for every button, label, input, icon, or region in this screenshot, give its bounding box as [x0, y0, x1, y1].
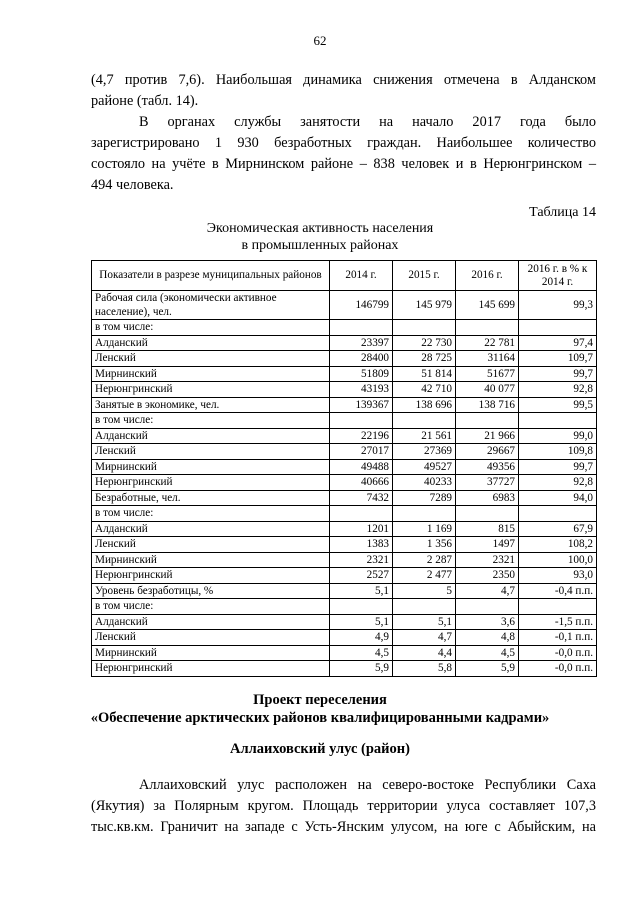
value-cell: 138 716 [456, 397, 519, 413]
value-cell: 2350 [456, 568, 519, 584]
value-cell: 4,9 [330, 630, 393, 646]
value-cell: 97,4 [519, 335, 597, 351]
value-cell: 99,3 [519, 291, 597, 320]
table-row [92, 614, 597, 630]
value-cell: 5,1 [330, 614, 393, 630]
table-row [92, 351, 597, 367]
value-cell: 23397 [330, 335, 393, 351]
indicator-cell: Ленский [92, 537, 330, 553]
table-row [92, 413, 597, 429]
table-row [92, 645, 597, 661]
indicator-cell: Алданский [92, 428, 330, 444]
value-cell: -1,5 п.п. [519, 614, 597, 630]
value-cell: 108,2 [519, 537, 597, 553]
indicator-cell: Мирнинский [92, 366, 330, 382]
value-cell: 22196 [330, 428, 393, 444]
value-cell: 92,8 [519, 382, 597, 398]
table-header-cell: 2014 г. [330, 261, 393, 291]
table-row [92, 428, 597, 444]
value-cell: 2321 [456, 552, 519, 568]
value-cell [330, 599, 393, 615]
value-cell: 1201 [330, 521, 393, 537]
value-cell: 31164 [456, 351, 519, 367]
value-cell: 22 730 [393, 335, 456, 351]
value-cell [519, 413, 597, 429]
value-cell: 139367 [330, 397, 393, 413]
value-cell: 5,1 [330, 583, 393, 599]
indicator-cell: Ленский [92, 630, 330, 646]
indicator-cell: Алданский [92, 614, 330, 630]
value-cell: 1 356 [393, 537, 456, 553]
value-cell: 49527 [393, 459, 456, 475]
value-cell: 37727 [456, 475, 519, 491]
value-cell: 28400 [330, 351, 393, 367]
indicator-cell: Ленский [92, 444, 330, 460]
indicator-cell: Мирнинский [92, 459, 330, 475]
value-cell: 27369 [393, 444, 456, 460]
value-cell: 67,9 [519, 521, 597, 537]
value-cell: 2 287 [393, 552, 456, 568]
indicator-cell: в том числе: [92, 599, 330, 615]
intro-line: состояло на учёте в Мирнинском районе – 838 человек и в Нерюнгринском – [91, 156, 596, 172]
value-cell: 7289 [393, 490, 456, 506]
value-cell: 27017 [330, 444, 393, 460]
intro-line: В органах службы занятости на начало 2017 года было [139, 114, 596, 130]
value-cell: 99,7 [519, 459, 597, 475]
value-cell: 2527 [330, 568, 393, 584]
value-cell: -0,1 п.п. [519, 630, 597, 646]
indicator-cell: Ленский [92, 351, 330, 367]
value-cell [456, 506, 519, 522]
value-cell: 2 477 [393, 568, 456, 584]
indicator-cell: Занятые в экономике, чел. [92, 397, 330, 413]
value-cell: 99,7 [519, 366, 597, 382]
value-cell: 109,8 [519, 444, 597, 460]
value-cell [456, 599, 519, 615]
value-cell: 4,4 [393, 645, 456, 661]
project-title-line: Проект переселения [253, 692, 387, 708]
indicator-cell: Нерюнгринский [92, 661, 330, 677]
table-header-cell: 2016 г. [456, 261, 519, 291]
table-row [92, 599, 597, 615]
value-cell: 51677 [456, 366, 519, 382]
table-caption-line: Экономическая активность населения [206, 221, 434, 236]
table-row [92, 552, 597, 568]
value-cell [456, 320, 519, 336]
value-cell: 4,5 [456, 645, 519, 661]
value-cell: 1383 [330, 537, 393, 553]
value-cell: 51 814 [393, 366, 456, 382]
indicator-cell: Безработные, чел. [92, 490, 330, 506]
value-cell [393, 320, 456, 336]
value-cell: 1 169 [393, 521, 456, 537]
value-cell: 5 [393, 583, 456, 599]
project-title [0, 691, 640, 727]
table-row [92, 537, 597, 553]
value-cell [330, 320, 393, 336]
economic-activity-table [91, 260, 597, 677]
table-row [92, 320, 597, 336]
table-row [92, 506, 597, 522]
table-caption [0, 220, 640, 254]
table-caption-line: в промышленных районах [241, 238, 399, 253]
indicator-cell: Уровень безработицы, % [92, 583, 330, 599]
table-row [92, 397, 597, 413]
value-cell: 145 979 [393, 291, 456, 320]
value-cell: 3,6 [456, 614, 519, 630]
value-cell: 145 699 [456, 291, 519, 320]
value-cell: 21 561 [393, 428, 456, 444]
table-header-cell: 2016 г. в % к 2014 г. [519, 261, 597, 291]
page-number: 62 [313, 33, 327, 48]
table-row [92, 630, 597, 646]
value-cell: 22 781 [456, 335, 519, 351]
value-cell: 40233 [393, 475, 456, 491]
table-row [92, 382, 597, 398]
table-header-row [92, 261, 597, 291]
indicator-cell: Алданский [92, 335, 330, 351]
table-number-label: Таблица 14 [529, 205, 596, 220]
value-cell: 4,7 [456, 583, 519, 599]
value-cell: 5,1 [393, 614, 456, 630]
value-cell: 5,9 [456, 661, 519, 677]
table-row [92, 475, 597, 491]
intro-line: зарегистрировано 1 930 безработных граждан. Наибольшее количество [91, 135, 596, 151]
value-cell: 42 710 [393, 382, 456, 398]
value-cell: 5,8 [393, 661, 456, 677]
table-row [92, 568, 597, 584]
value-cell [519, 506, 597, 522]
value-cell: 100,0 [519, 552, 597, 568]
value-cell [456, 413, 519, 429]
value-cell: 94,0 [519, 490, 597, 506]
table-row [92, 661, 597, 677]
value-cell: -0,0 п.п. [519, 645, 597, 661]
table-row [92, 459, 597, 475]
table-row [92, 490, 597, 506]
value-cell: 21 966 [456, 428, 519, 444]
value-cell: 49488 [330, 459, 393, 475]
value-cell: 4,5 [330, 645, 393, 661]
value-cell: 28 725 [393, 351, 456, 367]
table-header-cell: Показатели в разрезе муниципальных районов [92, 261, 330, 291]
indicator-cell: Мирнинский [92, 552, 330, 568]
value-cell [393, 413, 456, 429]
region-heading: Аллаиховский улус (район) [230, 741, 410, 757]
value-cell [519, 599, 597, 615]
value-cell: 6983 [456, 490, 519, 506]
outro-line: Аллаиховский улус расположен на северо-востоке Республики Саха [139, 777, 596, 793]
value-cell [393, 599, 456, 615]
value-cell: 40666 [330, 475, 393, 491]
value-cell: 5,9 [330, 661, 393, 677]
table-row [92, 366, 597, 382]
value-cell: 92,8 [519, 475, 597, 491]
value-cell: 138 696 [393, 397, 456, 413]
intro-line: (4,7 против 7,6). Наибольшая динамика снижения отмечена в Алданском [91, 72, 596, 88]
value-cell: 43193 [330, 382, 393, 398]
indicator-cell: в том числе: [92, 320, 330, 336]
value-cell: 1497 [456, 537, 519, 553]
intro-line: 494 человека. [91, 177, 174, 193]
table-row [92, 583, 597, 599]
indicator-cell: Мирнинский [92, 645, 330, 661]
value-cell: 93,0 [519, 568, 597, 584]
value-cell: 146799 [330, 291, 393, 320]
table-row [92, 291, 597, 320]
indicator-cell: Нерюнгринский [92, 568, 330, 584]
table-row [92, 521, 597, 537]
value-cell: 109,7 [519, 351, 597, 367]
value-cell: 49356 [456, 459, 519, 475]
outro-paragraph [91, 775, 596, 838]
value-cell: 815 [456, 521, 519, 537]
value-cell: 2321 [330, 552, 393, 568]
indicator-cell: Нерюнгринский [92, 475, 330, 491]
outro-line: (Якутия) за Полярным кругом. Площадь территории улуса составляет 107,3 [91, 798, 596, 814]
table-row [92, 444, 597, 460]
value-cell [330, 506, 393, 522]
table-row [92, 335, 597, 351]
outro-line: тыс.кв.км. Граничит на западе с Усть-Янским улусом, на юге с Абыйским, на [91, 819, 596, 835]
value-cell [519, 320, 597, 336]
value-cell: 7432 [330, 490, 393, 506]
value-cell: 51809 [330, 366, 393, 382]
intro-paragraph [91, 70, 596, 196]
value-cell: 99,5 [519, 397, 597, 413]
value-cell: -0,4 п.п. [519, 583, 597, 599]
intro-line: районе (табл. 14). [91, 93, 199, 109]
value-cell: 40 077 [456, 382, 519, 398]
indicator-cell: Рабочая сила (экономически активное население), чел. [92, 291, 330, 320]
indicator-cell: в том числе: [92, 506, 330, 522]
indicator-cell: Алданский [92, 521, 330, 537]
value-cell: 29667 [456, 444, 519, 460]
value-cell: 99,0 [519, 428, 597, 444]
value-cell: 4,8 [456, 630, 519, 646]
value-cell: 4,7 [393, 630, 456, 646]
indicator-cell: Нерюнгринский [92, 382, 330, 398]
project-title-line: «Обеспечение арктических районов квалифицированными кадрами» [90, 710, 550, 726]
table-header-cell: 2015 г. [393, 261, 456, 291]
value-cell [393, 506, 456, 522]
indicator-cell: в том числе: [92, 413, 330, 429]
value-cell: -0,0 п.п. [519, 661, 597, 677]
value-cell [330, 413, 393, 429]
